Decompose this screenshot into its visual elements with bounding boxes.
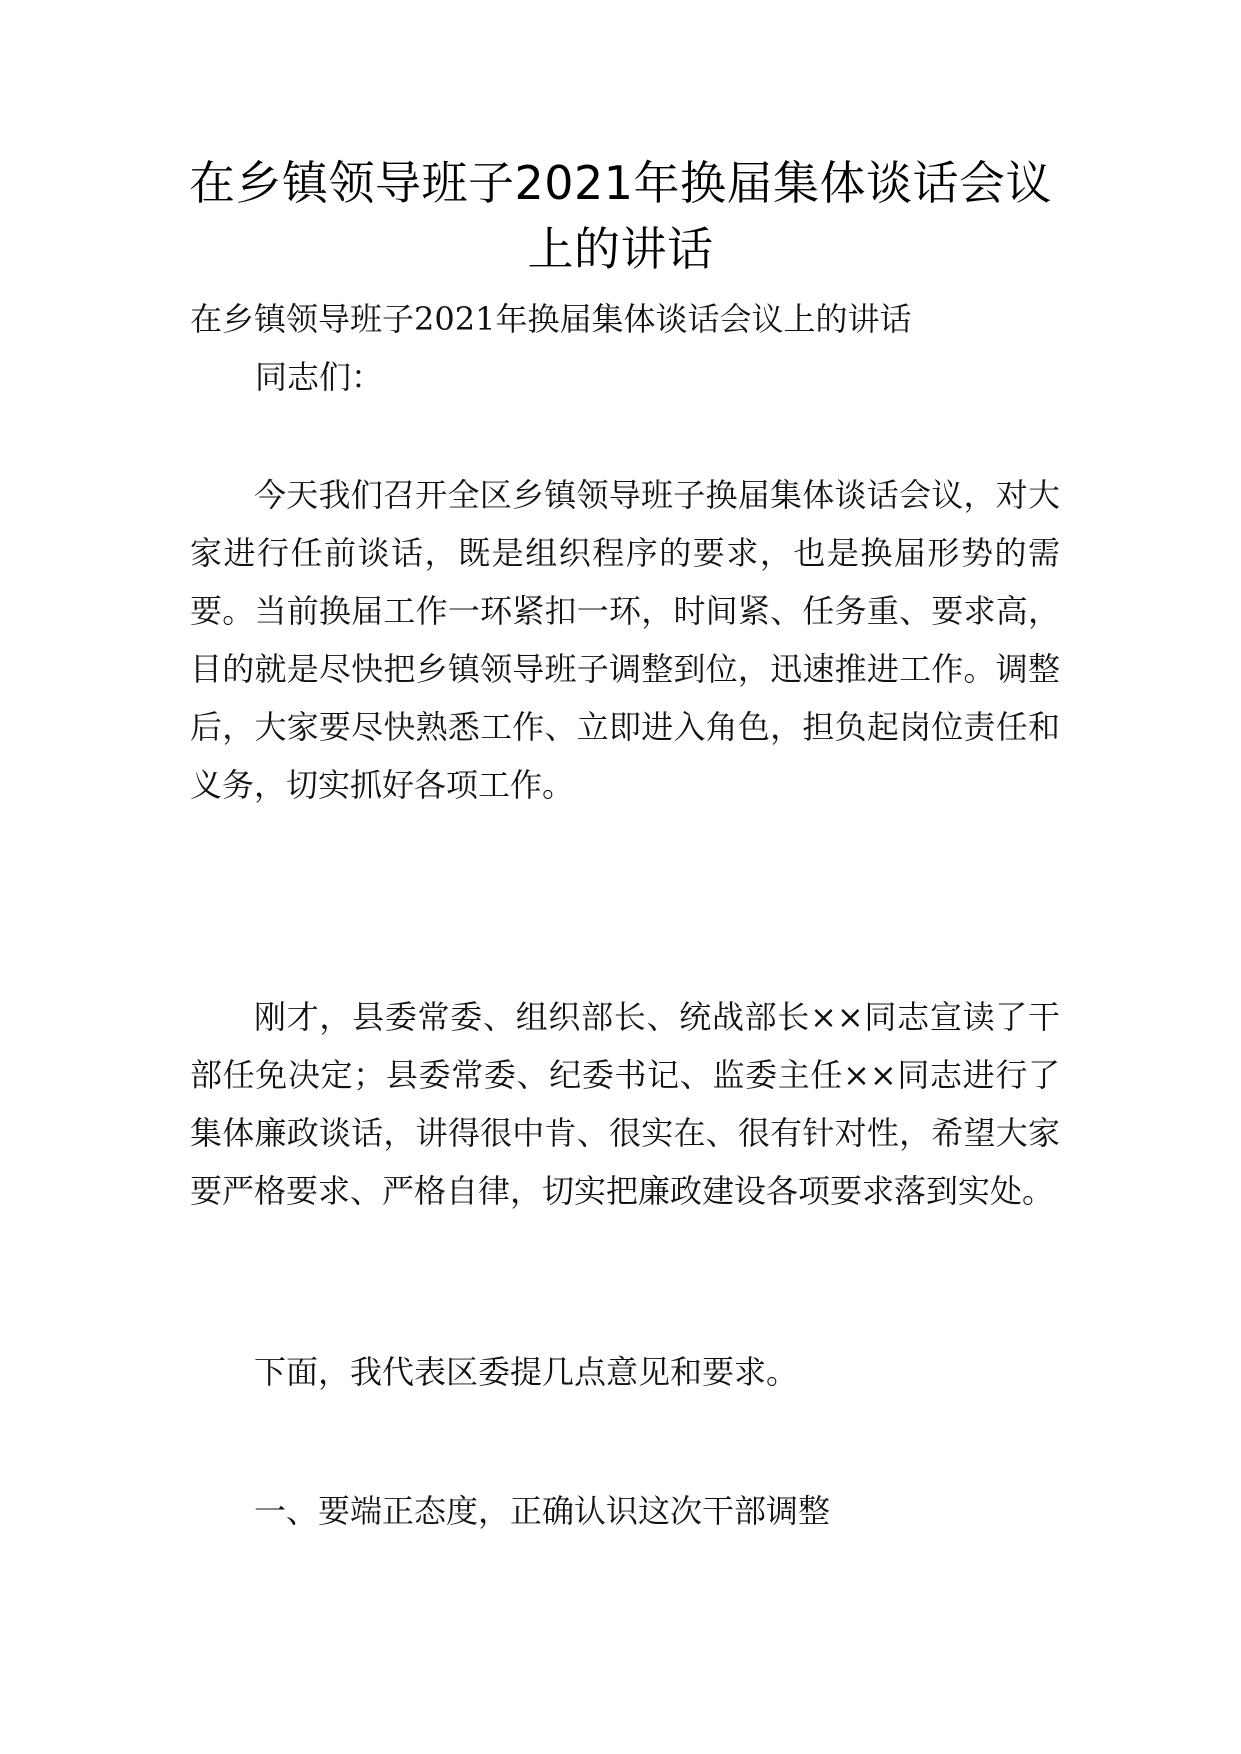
document-title-line-1: 在乡镇领导班子2021年换届集体谈话会议 xyxy=(188,156,1053,210)
paragraph-transition: 下面，我代表区委提几点意见和要求。 xyxy=(254,1353,799,1391)
salutation: 同志们： xyxy=(255,358,384,396)
paragraph-review: 刚才，县委常委、组织部长、统战部长××同志宣读了干部任免决定；县委常委、纪委书记、监委主任××同志进行了集体廉政谈话，讲得很中肯、很实在、很有针对性，希望大家要严格要求、严格自律，切实把廉政建设各项要求落到实处。 xyxy=(190,998,1060,1210)
section-heading-1: 一、要端正态度，正确认识这次干部调整 xyxy=(254,1492,831,1530)
document-subtitle: 在乡镇领导班子2021年换届集体谈话会议上的讲话 xyxy=(190,300,912,338)
document-title-line-2: 上的讲话 xyxy=(527,222,714,276)
paragraph-opening: 今天我们召开全区乡镇领导班子换届集体谈话会议，对大家进行任前谈话，既是组织程序的要求，也是换届形势的需要。当前换届工作一环紧扣一环，时间紧、任务重、要求高，目的就是尽快把乡镇领导班子调整到位，迅速推进工作。调整后，大家要尽快熟悉工作、立即进入角色，担负起岗位责任和义务，切实抓好各项工作。 xyxy=(190,476,1060,804)
